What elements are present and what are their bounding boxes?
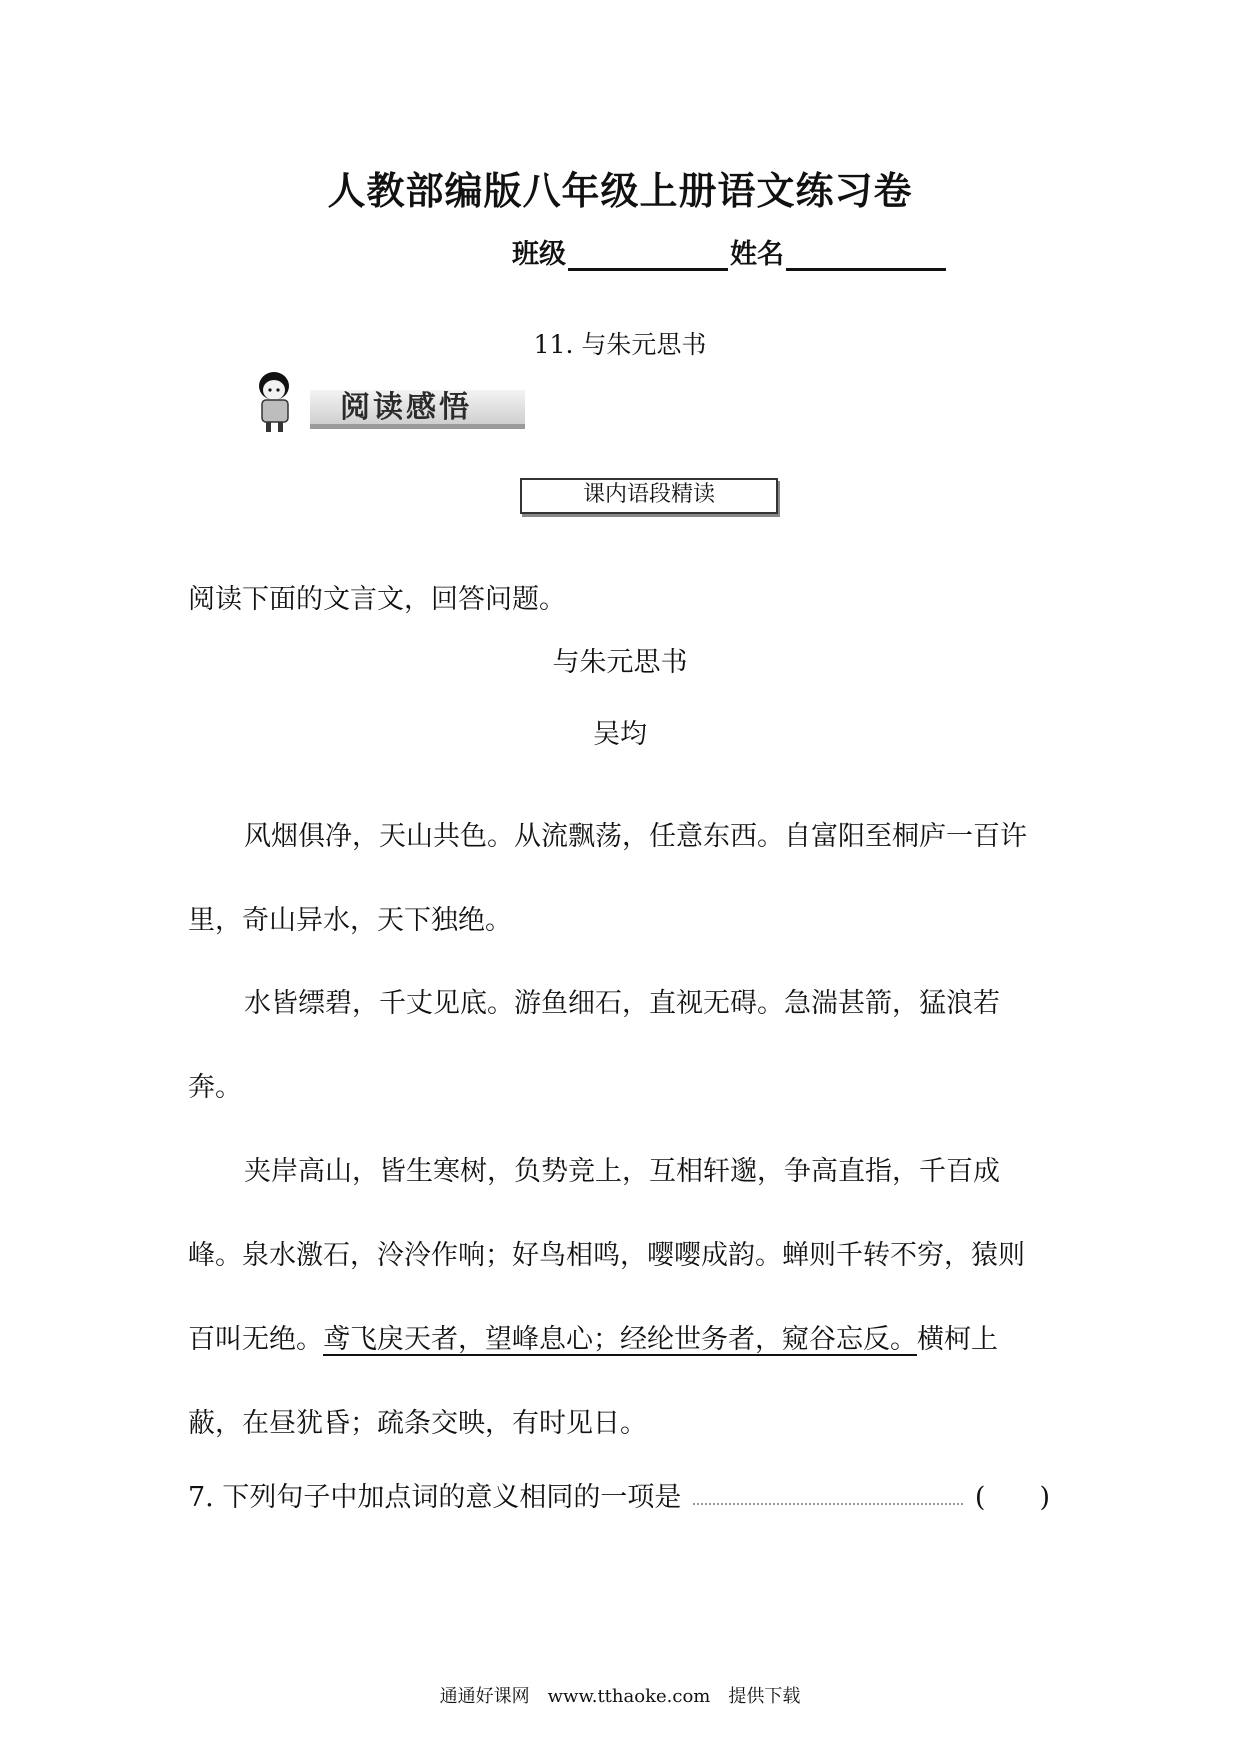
paragraph-3-part2: 横柯上蔽，在昼犹昏；疏条交映，有时见日。 — [188, 1324, 998, 1439]
name-label: 姓名 — [730, 239, 784, 270]
paragraph-3-part1: 夹岸高山，皆生寒树，负势竞上，互相轩邈，争高直指，千百成峰。泉水激石，泠泠作响；好鸟相鸣，嘤嘤成韵。蝉则千转不穷，猿则百叫无绝。 — [188, 1156, 1025, 1355]
text-title: 与朱元思书 — [552, 647, 688, 678]
paragraph-2: 水皆缥碧，千丈见底。游鱼细石，直视无碍。急湍甚箭，猛浪若奔。 — [188, 988, 1000, 1103]
name-blank — [786, 238, 946, 271]
section-subheading: 课内语段精读 — [520, 478, 778, 514]
instruction: 阅读下面的文言文，回答问题。 — [188, 584, 566, 615]
lesson-title: 11. 与朱元思书 — [533, 330, 707, 359]
paragraph-1: 风烟俱净，天山共色。从流飘荡，任意东西。自富阳至桐庐一百许里，奇山异水，天下独绝。 — [188, 821, 1027, 936]
dot-leader — [693, 1485, 963, 1505]
question-7 — [188, 1475, 1050, 1514]
section-banner — [240, 368, 530, 436]
class-label: 班级 — [512, 239, 566, 270]
banner-label: 阅读感悟 — [340, 390, 472, 425]
cartoon-girl-icon — [246, 368, 308, 436]
page-title: 人教部编版八年级上册语文练习卷 — [327, 169, 913, 213]
footer: 通通好课网 www.tthaoke.com 提供下载 — [439, 1686, 801, 1707]
class-blank — [568, 238, 728, 271]
underlined-sentence: 鸢飞戾天者，望峰息心；经纶世务者，窥谷忘反。 — [323, 1324, 917, 1355]
text-author: 吴均 — [593, 719, 647, 750]
question-7-text: 7. 下列句子中加点词的意义相同的一项是 — [188, 1482, 682, 1513]
answer-bracket: ( ) — [974, 1482, 1050, 1513]
paragraph-3 — [188, 1130, 1050, 1466]
class-name-line — [512, 232, 948, 271]
